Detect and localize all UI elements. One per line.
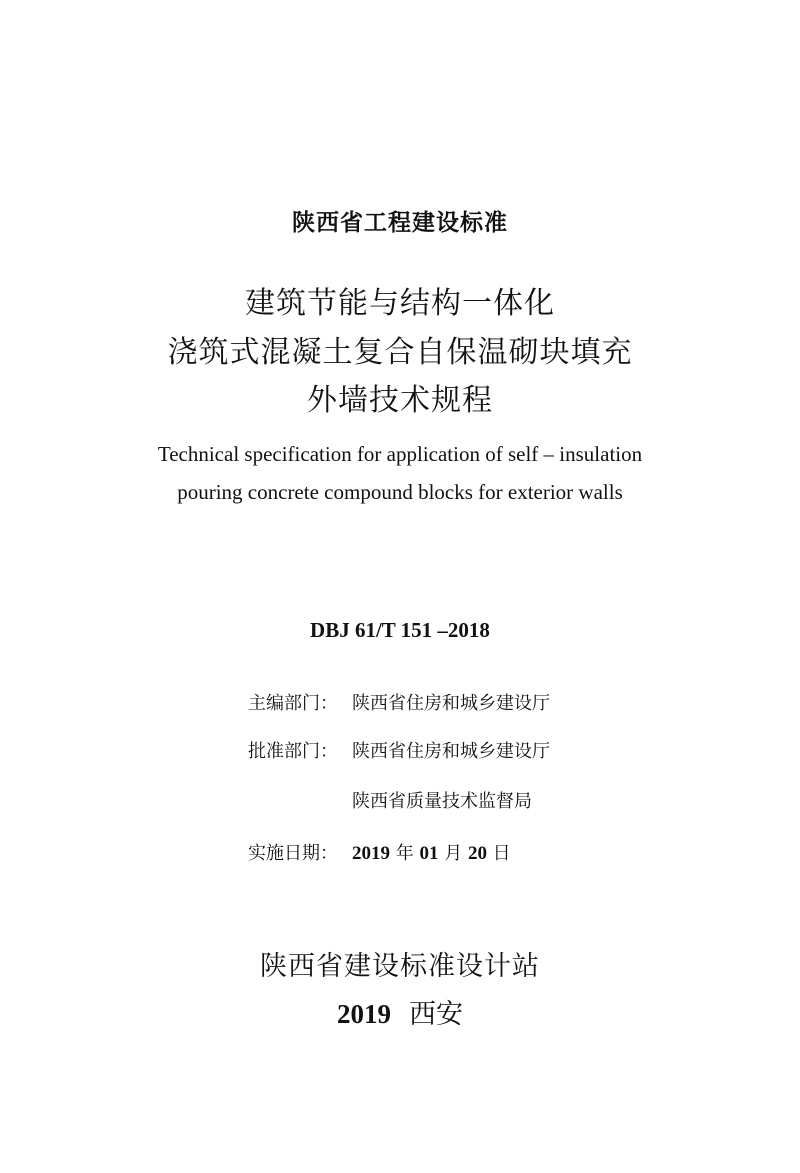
effective-date-row bbox=[248, 842, 511, 866]
publication-city: 西安 bbox=[409, 999, 463, 1030]
title-cn-line-3: 外墙技术规程 bbox=[307, 383, 493, 418]
effective-year: 2019 bbox=[352, 843, 390, 864]
standard-code: DBJ 61/T 151 –2018 bbox=[310, 618, 490, 642]
publication-year: 2019 bbox=[337, 999, 391, 1029]
standard-series-heading: 陕西省工程建设标准 bbox=[292, 210, 508, 236]
approval-value-2: 陕西省质量技术监督局 bbox=[352, 791, 532, 812]
title-cn-line-2: 浇筑式混凝土复合自保温砌块填充 bbox=[167, 335, 633, 370]
effective-month: 01 bbox=[419, 843, 439, 864]
publication-line bbox=[0, 992, 800, 1031]
title-cn-line-1: 建筑节能与结构一体化 bbox=[245, 286, 555, 321]
chief-editor-label: 主编部门： bbox=[248, 693, 338, 714]
day-char: 日 bbox=[492, 843, 511, 864]
approval-row bbox=[248, 740, 550, 764]
chief-editor-value: 陕西省住房和城乡建设厅 bbox=[352, 693, 550, 714]
publisher: 陕西省建设标准设计站 bbox=[260, 951, 540, 982]
approval-value-1: 陕西省住房和城乡建设厅 bbox=[352, 741, 550, 762]
year-char: 年 bbox=[395, 843, 414, 864]
chief-editor-row bbox=[248, 692, 550, 716]
effective-day: 20 bbox=[467, 843, 487, 864]
month-char: 月 bbox=[444, 843, 463, 864]
effective-date-label: 实施日期： bbox=[248, 843, 338, 864]
approval-row-2 bbox=[248, 790, 532, 814]
title-en-line-2: pouring concrete compound blocks for exterior walls bbox=[177, 480, 623, 504]
approval-label: 批准部门： bbox=[248, 741, 338, 762]
title-en-line-1: Technical specification for application of self – insulation bbox=[157, 442, 643, 466]
